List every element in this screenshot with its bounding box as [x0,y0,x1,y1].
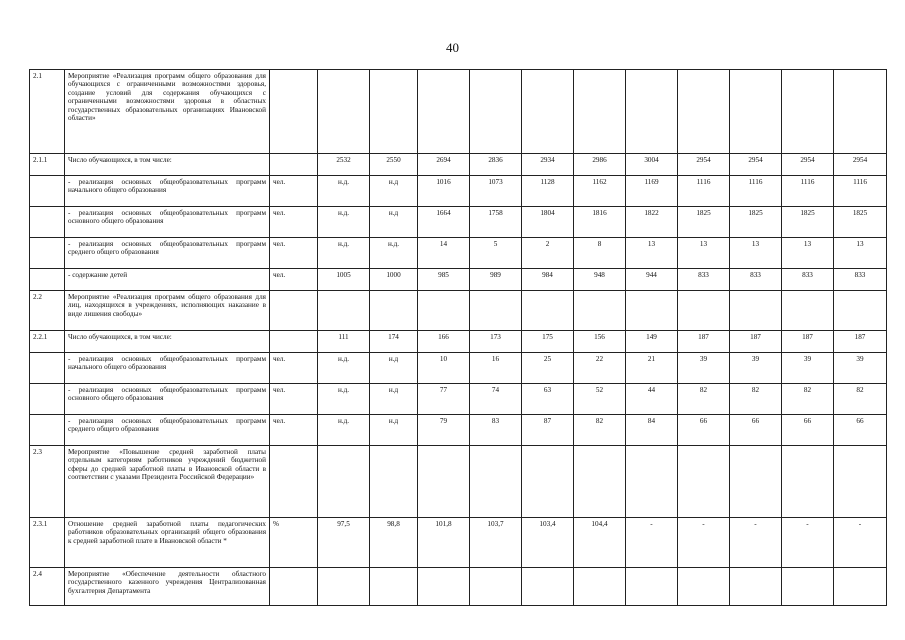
value-cell [834,446,887,518]
value-cell: 25 [522,353,574,384]
value-cell: 16 [470,353,522,384]
value-cell: 66 [730,415,782,446]
value-cell: 13 [678,238,730,269]
value-cell: 2954 [730,154,782,176]
value-cell: 52 [574,384,626,415]
value-cell: 79 [418,415,470,446]
indicator-name-cell: - реализация основных общеобразовательных программ среднего общего образования [65,238,270,269]
value-cell: 187 [834,331,887,353]
value-cell [470,446,522,518]
value-cell: н.д. [318,415,370,446]
value-cell: - [678,518,730,568]
value-cell [626,446,678,518]
value-cell: 111 [318,331,370,353]
table-row [30,384,887,415]
value-cell [370,446,418,518]
value-cell: 104,4 [574,518,626,568]
value-cell: 39 [782,353,834,384]
value-cell: 103,7 [470,518,522,568]
value-cell: н.д [370,353,418,384]
unit-cell: чел. [270,207,318,238]
value-cell: 1128 [522,176,574,207]
value-cell: 1016 [418,176,470,207]
value-cell [470,70,522,154]
value-cell: 1169 [626,176,678,207]
indicator-name-cell: Мероприятие «Повышение средней заработной платы отдельным категориям работников учреждений бюджетной сферы до средней заработной платы в Ивановской области в соответствии с указами Президента Российской Федерации» [65,446,270,518]
table-row [30,568,887,606]
value-cell [522,291,574,331]
value-cell: 66 [782,415,834,446]
value-cell: 2694 [418,154,470,176]
value-cell: 1758 [470,207,522,238]
value-cell [574,446,626,518]
value-cell: - [834,518,887,568]
value-cell: 3004 [626,154,678,176]
unit-cell [270,154,318,176]
value-cell: 5 [470,238,522,269]
value-cell: 14 [418,238,470,269]
value-cell: 82 [834,384,887,415]
value-cell: н.д [370,207,418,238]
table-body [30,70,887,606]
value-cell: 1822 [626,207,678,238]
row-number-cell [30,353,65,384]
table-row [30,207,887,238]
value-cell: 833 [730,269,782,291]
value-cell: 82 [574,415,626,446]
value-cell: 173 [470,331,522,353]
value-cell: н.д [370,384,418,415]
value-cell: 44 [626,384,678,415]
row-number-cell: 2.2.1 [30,331,65,353]
indicator-name-cell: - реализация основных общеобразовательных программ начального общего образования [65,353,270,384]
table-row [30,70,887,154]
row-number-cell [30,238,65,269]
value-cell [730,568,782,606]
value-cell: 22 [574,353,626,384]
value-cell: 1116 [834,176,887,207]
value-cell [730,291,782,331]
indicator-name-cell: - реализация основных общеобразовательных программ основного общего образования [65,384,270,415]
value-cell: 149 [626,331,678,353]
value-cell [318,291,370,331]
table-row [30,518,887,568]
value-cell: 1073 [470,176,522,207]
value-cell [730,70,782,154]
table-row [30,269,887,291]
value-cell: 101,8 [418,518,470,568]
value-cell: 39 [678,353,730,384]
row-number-cell [30,176,65,207]
value-cell [370,291,418,331]
value-cell: 944 [626,269,678,291]
value-cell: 2550 [370,154,418,176]
value-cell: н.д. [370,238,418,269]
unit-cell: чел. [270,353,318,384]
value-cell [678,291,730,331]
value-cell: 187 [782,331,834,353]
value-cell: 2 [522,238,574,269]
value-cell: н.д. [318,207,370,238]
value-cell: н.д. [318,176,370,207]
value-cell [782,291,834,331]
value-cell: 74 [470,384,522,415]
value-cell: 1825 [782,207,834,238]
value-cell: 2954 [782,154,834,176]
unit-cell [270,446,318,518]
indicator-name-cell: - реализация основных общеобразовательных программ начального общего образования [65,176,270,207]
row-number-cell: 2.2 [30,291,65,331]
value-cell: 156 [574,331,626,353]
indicator-name-cell: Отношение средней заработной платы педагогических работников образовательных организаций общего образования к средней заработной плате в Ивановской области * [65,518,270,568]
value-cell [678,446,730,518]
row-number-cell: 2.3.1 [30,518,65,568]
row-number-cell [30,207,65,238]
value-cell [626,568,678,606]
value-cell [470,291,522,331]
unit-cell: чел. [270,269,318,291]
value-cell: 187 [730,331,782,353]
value-cell: 2532 [318,154,370,176]
value-cell: 1116 [730,176,782,207]
indicator-name-cell: - содержание детей [65,269,270,291]
value-cell: н.д. [318,353,370,384]
value-cell [678,568,730,606]
value-cell [522,568,574,606]
value-cell: 1825 [678,207,730,238]
value-cell: 1816 [574,207,626,238]
value-cell: 166 [418,331,470,353]
indicator-name-cell: Мероприятие «Обеспечение деятельности областного государственного казенного учреждения Централизованная бухгалтерия Департамента [65,568,270,606]
table-row [30,154,887,176]
indicator-name-cell: - реализация основных общеобразовательных программ основного общего образования [65,207,270,238]
value-cell: 2934 [522,154,574,176]
table-row [30,353,887,384]
unit-cell: чел. [270,176,318,207]
value-cell: 985 [418,269,470,291]
row-number-cell: 2.1.1 [30,154,65,176]
unit-cell [270,70,318,154]
indicator-name-cell: Мероприятие «Реализация программ общего образования для обучающихся с ограниченными возможностями здоровья, создание условий для содержания обучающихся с ограниченными возможностями здоровья в областных государственных образовательных организациях Ивановской области» [65,70,270,154]
unit-cell: чел. [270,384,318,415]
value-cell: 1116 [678,176,730,207]
indicators-table [29,69,887,606]
value-cell: - [626,518,678,568]
value-cell: 10 [418,353,470,384]
indicator-name-cell: Мероприятие «Реализация программ общего образования для лиц, находящихся в учреждениях, исполняющих наказание в виде лишения свободы» [65,291,270,331]
value-cell: 98,8 [370,518,418,568]
row-number-cell [30,384,65,415]
value-cell [574,70,626,154]
page-number: 40 [446,40,459,55]
value-cell: 21 [626,353,678,384]
table-row [30,291,887,331]
value-cell [470,568,522,606]
table-row [30,176,887,207]
value-cell [418,446,470,518]
value-cell: 984 [522,269,574,291]
indicator-name-cell: Число обучающихся, в том числе: [65,154,270,176]
value-cell: н.д [370,176,418,207]
value-cell: 39 [834,353,887,384]
value-cell [834,568,887,606]
value-cell: 175 [522,331,574,353]
value-cell: 39 [730,353,782,384]
row-number-cell: 2.4 [30,568,65,606]
table-row [30,331,887,353]
value-cell [522,446,574,518]
value-cell: 97,5 [318,518,370,568]
value-cell [834,70,887,154]
value-cell: 2986 [574,154,626,176]
value-cell: 82 [782,384,834,415]
value-cell: 82 [730,384,782,415]
unit-cell: чел. [270,415,318,446]
value-cell: н.д. [318,238,370,269]
value-cell [782,568,834,606]
value-cell: н.д [370,415,418,446]
value-cell: 87 [522,415,574,446]
value-cell: 1000 [370,269,418,291]
value-cell: 13 [782,238,834,269]
value-cell: 77 [418,384,470,415]
value-cell: 66 [834,415,887,446]
value-cell: 833 [782,269,834,291]
value-cell: - [782,518,834,568]
value-cell: 83 [470,415,522,446]
value-cell: 1664 [418,207,470,238]
value-cell: н.д. [318,384,370,415]
value-cell [834,291,887,331]
table-row [30,446,887,518]
value-cell [626,291,678,331]
value-cell: 2954 [834,154,887,176]
value-cell [418,291,470,331]
value-cell: 66 [678,415,730,446]
value-cell [370,70,418,154]
value-cell [370,568,418,606]
unit-cell [270,568,318,606]
value-cell: - [730,518,782,568]
indicator-name-cell: - реализация основных общеобразовательных программ среднего общего образования [65,415,270,446]
table-row [30,415,887,446]
unit-cell [270,291,318,331]
value-cell [574,291,626,331]
value-cell: 2836 [470,154,522,176]
value-cell: 63 [522,384,574,415]
value-cell: 833 [834,269,887,291]
value-cell [318,568,370,606]
value-cell: 82 [678,384,730,415]
value-cell: 1825 [730,207,782,238]
indicator-name-cell: Число обучающихся, в том числе: [65,331,270,353]
value-cell: 1804 [522,207,574,238]
value-cell [318,70,370,154]
row-number-cell [30,415,65,446]
value-cell [574,568,626,606]
value-cell [678,70,730,154]
value-cell: 1162 [574,176,626,207]
table-row [30,238,887,269]
value-cell [418,70,470,154]
unit-cell: % [270,518,318,568]
value-cell: 989 [470,269,522,291]
value-cell [418,568,470,606]
value-cell: 103,4 [522,518,574,568]
value-cell: 13 [834,238,887,269]
value-cell: 13 [730,238,782,269]
unit-cell: чел. [270,238,318,269]
value-cell [782,70,834,154]
value-cell: 1825 [834,207,887,238]
row-number-cell: 2.3 [30,446,65,518]
value-cell: 2954 [678,154,730,176]
value-cell: 1116 [782,176,834,207]
value-cell [626,70,678,154]
unit-cell [270,331,318,353]
value-cell: 1005 [318,269,370,291]
value-cell [782,446,834,518]
row-number-cell: 2.1 [30,70,65,154]
row-number-cell [30,269,65,291]
value-cell [522,70,574,154]
value-cell: 833 [678,269,730,291]
value-cell: 187 [678,331,730,353]
value-cell: 84 [626,415,678,446]
value-cell: 174 [370,331,418,353]
value-cell: 13 [626,238,678,269]
value-cell [730,446,782,518]
value-cell: 8 [574,238,626,269]
value-cell [318,446,370,518]
value-cell: 948 [574,269,626,291]
